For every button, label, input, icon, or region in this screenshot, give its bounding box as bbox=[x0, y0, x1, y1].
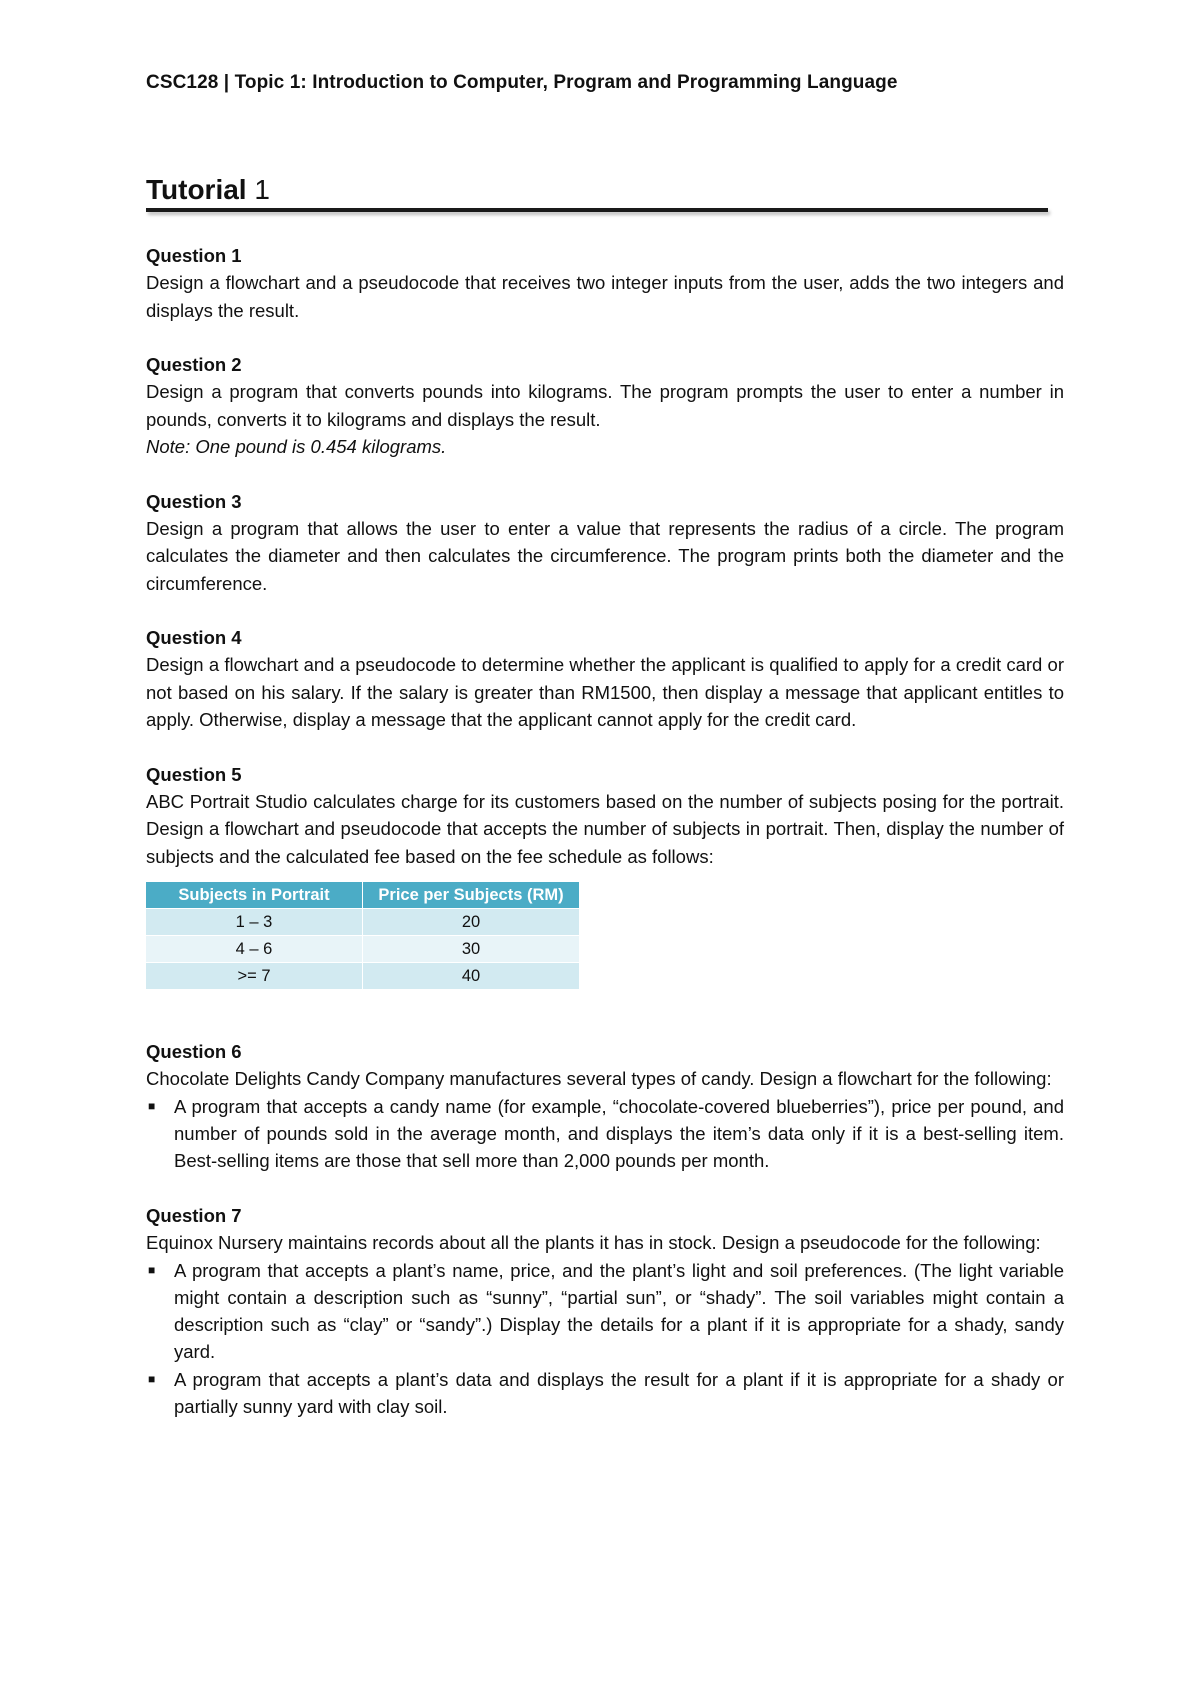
list-item bbox=[146, 1257, 1064, 1366]
list-item bbox=[146, 1366, 1064, 1421]
question-text: ABC Portrait Studio calculates charge for its customers based on the number of subjects posing for the portrait. Design a flowchart and pseudocode that accepts the number of subjects in portrait. Then, display the number of subjects and the calculated fee based on the fee schedule as follows: bbox=[146, 790, 1064, 867]
document-page bbox=[146, 0, 1064, 1696]
question-text: Design a program that allows the user to enter a value that represents the radius of a circle. The program calculates the diameter and then calculates the circumference. The program prints both the diameter and the circumference. bbox=[146, 517, 1064, 594]
table-cell: >= 7 bbox=[146, 962, 363, 989]
question-text: Equinox Nursery maintains records about all the plants it has in stock. Design a pseudocode for the following: bbox=[146, 1232, 1041, 1254]
running-header: CSC128 | Topic 1: Introduction to Computer, Program and Programming Language bbox=[146, 72, 898, 93]
table-spacer bbox=[146, 989, 1064, 1011]
table-row bbox=[146, 935, 580, 962]
table-header-row bbox=[146, 882, 580, 909]
question-5 bbox=[146, 761, 1064, 1011]
table-header-cell: Subjects in Portrait bbox=[146, 882, 363, 909]
square-bullet-icon: ■ bbox=[148, 1262, 156, 1277]
question-text: Design a flowchart and a pseudocode that receives two integer inputs from the user, adds the two integers and displays the result. bbox=[146, 272, 1064, 321]
question-7 bbox=[146, 1202, 1064, 1420]
list-item-text: A program that accepts a plant’s name, price, and the plant’s light and soil preferences. (The light variable might contain a description such as “sunny”, “partial sun”, or “shady”. The soil variables might contain a description such as “clay” or “sandy”.) Display the details for a plant if it is appropriate for a shady, sandy yard. bbox=[174, 1259, 1064, 1363]
square-bullet-icon: ■ bbox=[148, 1098, 156, 1113]
list-item bbox=[146, 1093, 1064, 1175]
table-cell: 30 bbox=[363, 935, 580, 962]
question-heading: Question 4 bbox=[146, 627, 242, 649]
question-heading: Question 5 bbox=[146, 763, 242, 785]
fee-schedule-table bbox=[146, 882, 580, 989]
title-underline bbox=[146, 208, 1048, 212]
question-heading: Question 2 bbox=[146, 354, 242, 376]
question-text: Chocolate Delights Candy Company manufactures several types of candy. Design a flowchart for the following: bbox=[146, 1068, 1052, 1090]
table-cell: 40 bbox=[363, 962, 580, 989]
question-note: Note: One pound is 0.454 kilograms. bbox=[146, 436, 447, 458]
list-item-text: A program that accepts a plant’s data and displays the result for a plant if it is appropriate for a shady or partially sunny yard with clay soil. bbox=[174, 1368, 1064, 1417]
page-title bbox=[146, 176, 270, 204]
question-3 bbox=[146, 488, 1064, 597]
question-2 bbox=[146, 351, 1064, 460]
question-text: Design a program that converts pounds into kilograms. The program prompts the user to enter a number in pounds, converts it to kilograms and displays the result. bbox=[146, 381, 1064, 430]
table-cell: 1 – 3 bbox=[146, 908, 363, 935]
bullet-list bbox=[146, 1093, 1064, 1175]
title-word: Tutorial bbox=[146, 174, 247, 205]
question-heading: Question 3 bbox=[146, 490, 242, 512]
square-bullet-icon: ■ bbox=[148, 1371, 156, 1386]
table-header-cell: Price per Subjects (RM) bbox=[363, 882, 580, 909]
question-6 bbox=[146, 1038, 1064, 1174]
bullet-list bbox=[146, 1257, 1064, 1421]
question-heading: Question 1 bbox=[146, 245, 242, 266]
table-cell: 20 bbox=[363, 908, 580, 935]
question-heading: Question 7 bbox=[146, 1204, 242, 1226]
table-row bbox=[146, 908, 580, 935]
list-item-text: A program that accepts a candy name (for example, “chocolate-covered blueberries”), price per pound, and number of pounds sold in the average month, and displays the item’s data only if it is a best-selling item. Best-selling items are those that sell more than 2,000 pounds per month. bbox=[174, 1095, 1064, 1172]
question-1 bbox=[146, 242, 1064, 324]
table-row bbox=[146, 962, 580, 989]
question-4 bbox=[146, 624, 1064, 733]
question-heading: Question 6 bbox=[146, 1041, 242, 1063]
question-text: Design a flowchart and a pseudocode to determine whether the applicant is qualified to apply for a credit card or not based on his salary. If the salary is greater than RM1500, then display a message that applicant entitles to apply. Otherwise, display a message that the applicant cannot apply for the credit card. bbox=[146, 654, 1064, 731]
questions-content bbox=[146, 242, 1064, 1448]
title-number: 1 bbox=[254, 174, 270, 205]
table-cell: 4 – 6 bbox=[146, 935, 363, 962]
